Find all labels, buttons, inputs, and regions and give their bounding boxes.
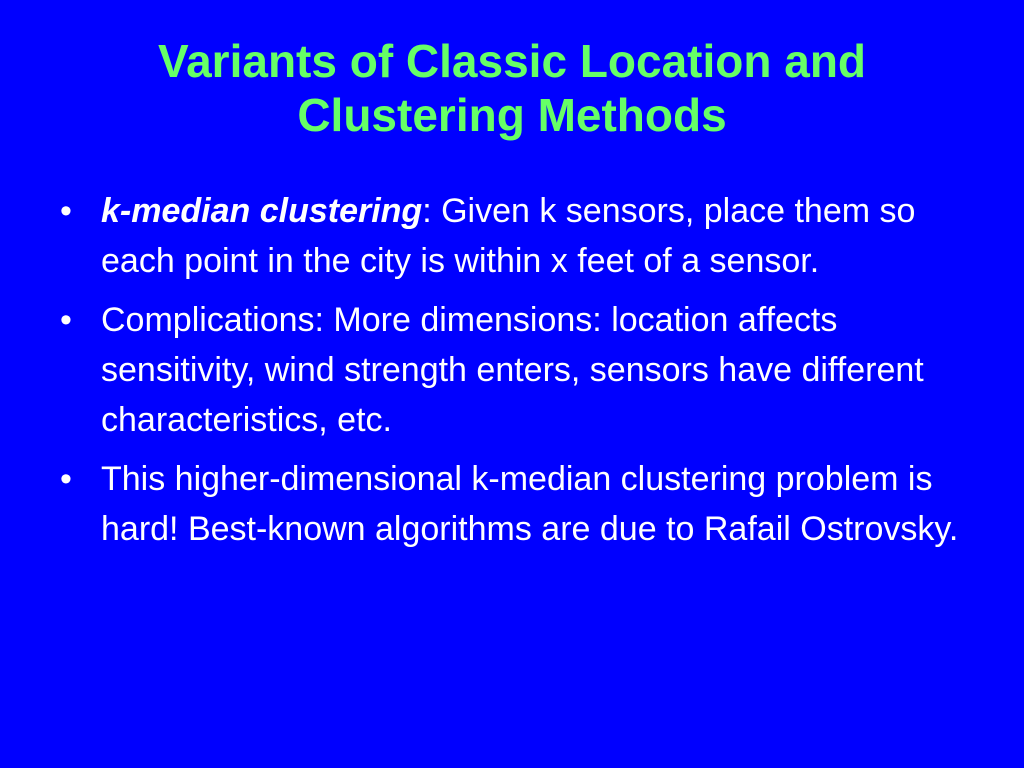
bullet-item-k-median [56,186,986,286]
slide-title-line-2: Clustering Methods [297,89,727,141]
bullet-item-hardness [56,454,986,554]
bullet-marker: • [60,192,72,230]
slide-title-line-1: Variants of Classic Location and [157,35,867,87]
bullet-text: This higher-dimensional k-median clustering problem is hard! Best-known algorithms are due to Rafail Ostrovsky. [101,460,959,548]
bullet-text: : Given k sensors, place them so each point in the city is within x feet of a sensor. [101,192,916,280]
bullet-marker: • [60,460,72,498]
bullet-item-complications [56,295,986,445]
slide-title [40,34,984,142]
bullet-term: k-median clustering [101,192,423,230]
bullet-list [56,186,986,563]
bullet-text: Complications: More dimensions: location affects sensitivity, wind strength enters, sensors have different characteristics, etc. [101,301,924,439]
bullet-marker: • [60,301,72,339]
